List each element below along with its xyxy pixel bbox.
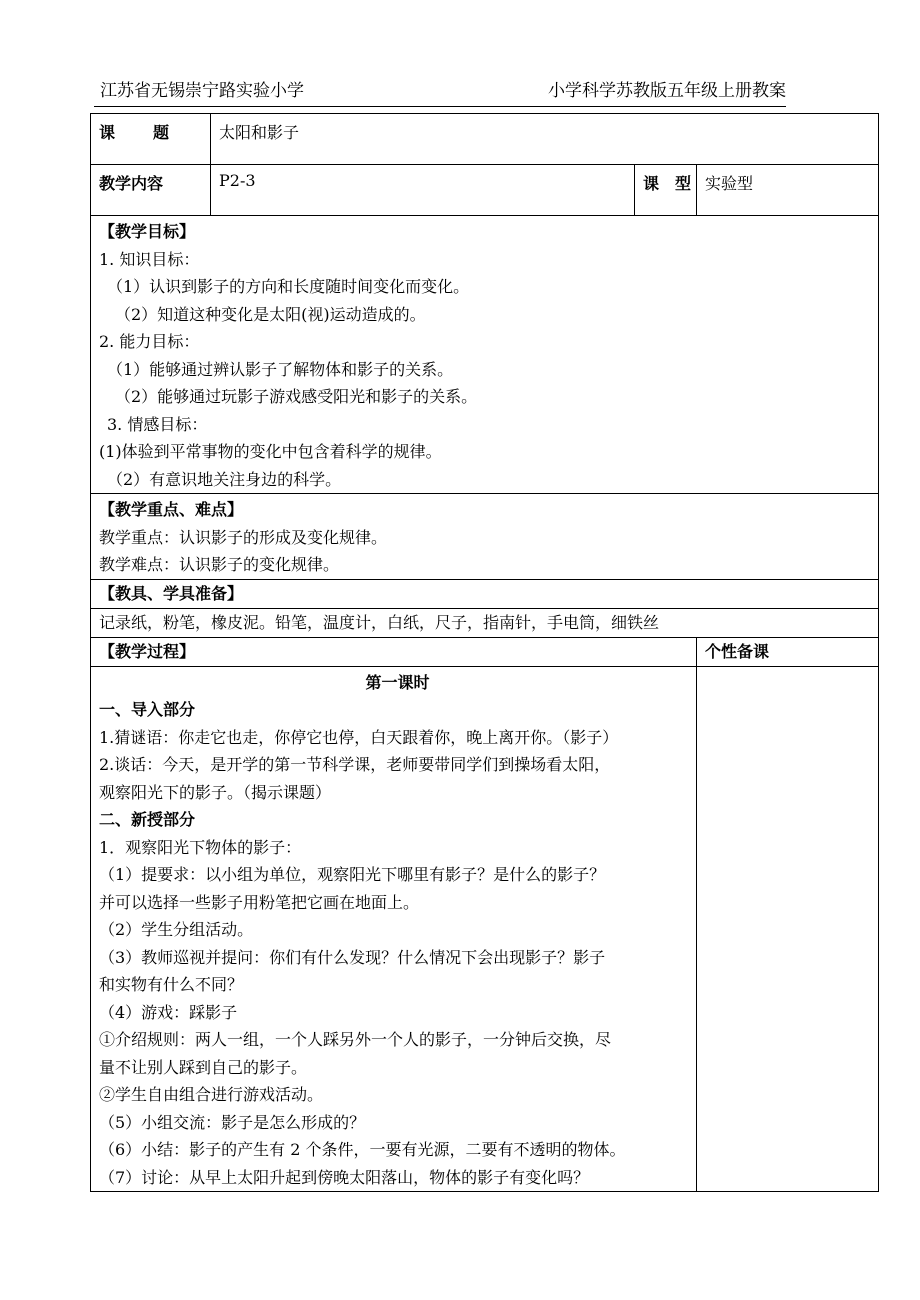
objectives-row <box>91 216 879 494</box>
process-line: 1．观察阳光下物体的影子： <box>99 837 302 857</box>
key-points-row <box>91 494 879 580</box>
materials-title-row <box>91 579 879 608</box>
process-line: 和实物有什么不同？ <box>99 975 244 994</box>
objective-line: （2）能够通过玩影子游戏感受阳光和影子的关系。 <box>115 387 478 406</box>
process-row <box>91 666 879 1192</box>
process-line: ①介绍规则：两人一组，一个人踩另外一个人的影子，一分钟后交换，尽 <box>99 1030 612 1049</box>
materials-text: 记录纸，粉笔，橡皮泥。铅笔，温度计，白纸，尺子，指南针，手电筒，细铁丝 <box>91 608 879 637</box>
school-name: 江苏省无锡崇宁路实验小学 <box>100 81 304 101</box>
objective-line: （2）有意识地关注身边的科学。 <box>107 469 342 489</box>
key-points-cell <box>91 494 879 580</box>
process-line: （1）提要求：以小组为单位，观察阳光下哪里有影子？是什么的影子？ <box>99 865 606 884</box>
process-line: ②学生自由组合进行游戏活动。 <box>99 1085 324 1104</box>
process-line: 观察阳光下的影子。（揭示课题） <box>99 782 332 802</box>
process-line: （2）学生分组活动。 <box>99 920 254 939</box>
session-title: 第一课时 <box>365 672 430 692</box>
lesson-plan-table <box>90 113 879 1192</box>
process-line: 1.猜谜语：你走它也走，你停它也停，白天跟着你，晚上离开你。（影子） <box>99 727 619 747</box>
materials-row <box>91 608 879 637</box>
personal-notes-title: 个性备课 <box>697 637 879 666</box>
type-label: 课 型 <box>635 165 697 216</box>
process-line: 量不让别人踩到自己的影子。 <box>99 1057 308 1077</box>
objective-line: 2. 能力目标： <box>99 332 200 351</box>
objective-line: (1)体验到平常事物的变化中包含着科学的规律。 <box>99 442 442 461</box>
topic-label: 课 题 <box>91 114 211 165</box>
topic-row <box>91 114 879 165</box>
process-line: （3）教师巡视并提问：你们有什么发现？什么情况下会出现影子？影子 <box>99 947 606 967</box>
objective-line: （2）知道这种变化是太阳(视)运动造成的。 <box>115 304 426 324</box>
process-line: 二、新授部分 <box>99 810 196 829</box>
page-header <box>100 76 786 106</box>
content-label: 教学内容 <box>91 165 211 216</box>
objective-line: （1）能够通过辨认影子了解物体和影子的关系。 <box>107 359 454 379</box>
process-title: 【教学过程】 <box>91 637 697 666</box>
key-point-line: 教学重点：认识影子的形成及变化规律。 <box>99 527 388 547</box>
process-line: （6）小结：影子的产生有 2 个条件，一要有光源，二要有不透明的物体。 <box>99 1140 626 1159</box>
content-row <box>91 165 879 216</box>
process-line: （4）游戏：踩影子 <box>99 1002 238 1022</box>
key-points-title: 【教学重点、难点】 <box>99 500 244 519</box>
personal-notes-cell <box>697 666 879 1192</box>
process-line: 并可以选择一些影子用粉笔把它画在地面上。 <box>99 892 420 912</box>
process-line: （5）小组交流：影子是怎么形成的？ <box>99 1112 366 1132</box>
objective-line: （1）认识到影子的方向和长度随时间变化而变化。 <box>107 277 470 296</box>
course-title: 小学科学苏教版五年级上册教案 <box>548 81 786 101</box>
objectives-cell <box>91 216 879 494</box>
materials-title: 【教具、学具准备】 <box>91 579 879 608</box>
key-point-line: 教学难点：认识影子的变化规律。 <box>99 555 340 574</box>
process-line: 一、导入部分 <box>99 700 196 719</box>
type-value: 实验型 <box>697 165 879 216</box>
topic-value: 太阳和影子 <box>211 114 879 165</box>
process-title-row <box>91 637 879 666</box>
objectives-title: 【教学目标】 <box>99 222 196 241</box>
process-cell <box>91 666 697 1192</box>
content-value: P2-3 <box>211 165 635 216</box>
process-line: 2.谈话：今天，是开学的第一节科学课，老师要带同学们到操场看太阳， <box>99 755 611 774</box>
header-rule <box>94 106 786 107</box>
objective-line: 1. 知识目标： <box>99 249 200 269</box>
process-line: （7）讨论：从早上太阳升起到傍晚太阳落山，物体的影子有变化吗？ <box>99 1167 590 1187</box>
objective-line: 3. 情感目标： <box>107 414 208 434</box>
